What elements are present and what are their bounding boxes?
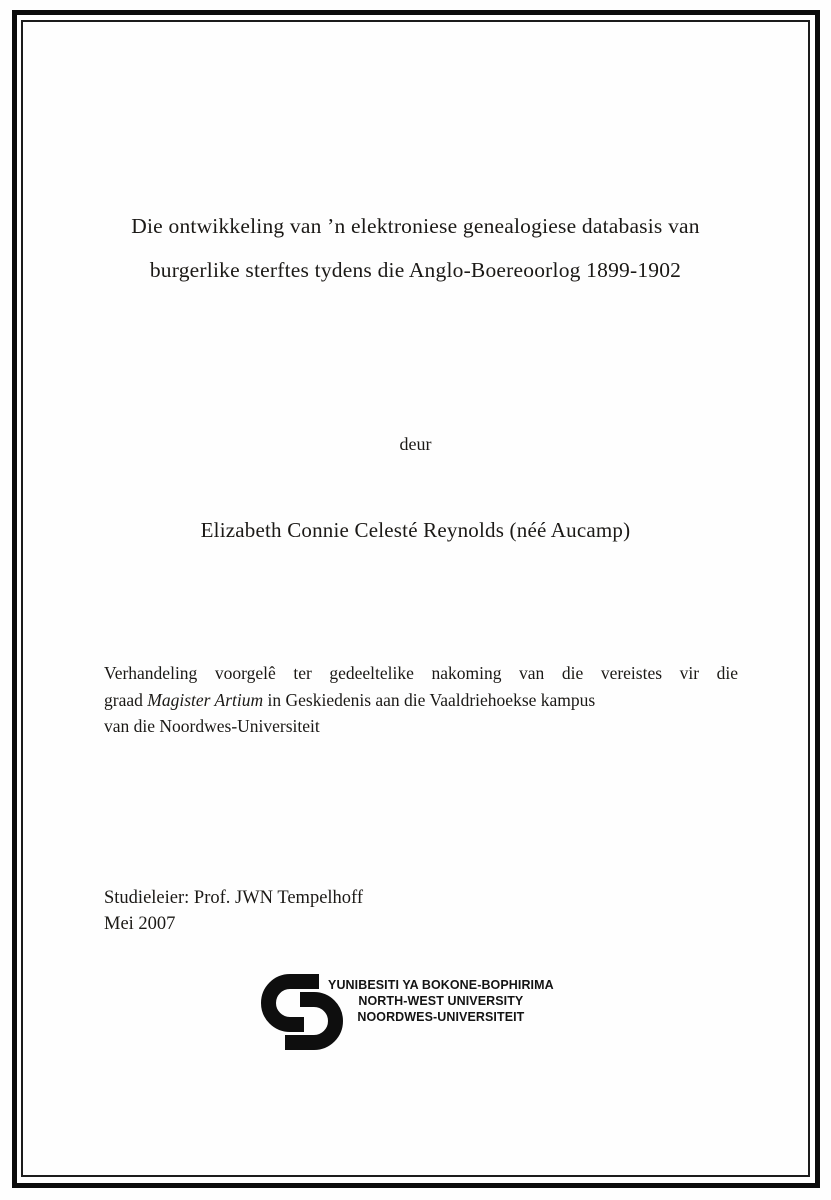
supervisor-line: Studieleier: Prof. JWN Tempelhoff xyxy=(104,888,364,908)
degree-statement xyxy=(104,660,738,740)
statement-line-2-suffix: in Geskiedenis aan die Vaaldriehoekse kampus xyxy=(263,689,596,710)
statement-line-2 xyxy=(104,687,738,714)
statement-line-3: van die Noordwes-Universiteit xyxy=(104,716,320,736)
logo-line-english: NORTH-WEST UNIVERSITY xyxy=(358,993,524,1008)
title-line-1: Die ontwikkeling van ’n elektroniese genealogiese databasis van xyxy=(131,214,700,238)
logo-line-setswana: YUNIBESITI YA BOKONE-BOPHIRIMA xyxy=(328,977,554,992)
statement-line-2-prefix: graad xyxy=(104,689,148,710)
university-logo-text xyxy=(318,977,564,1025)
author-name: Elizabeth Connie Celesté Reynolds (néé Aucamp) xyxy=(200,518,631,542)
supervisor-block xyxy=(104,886,363,937)
byline-deur: deur xyxy=(399,434,432,454)
date-line: Mei 2007 xyxy=(104,913,176,934)
university-logo xyxy=(256,971,586,1053)
logo-line-afrikaans: NOORDWES-UNIVERSITEIT xyxy=(357,1009,525,1024)
degree-name-italic: Magister Artium xyxy=(147,689,264,710)
title-line-2: burgerlike sterftes tydens die Anglo-Boereoorlog 1899-1902 xyxy=(149,258,682,282)
page-title xyxy=(60,204,771,292)
statement-line-1: Verhandeling voorgelê ter gedeeltelike nakoming van die vereistes vir die xyxy=(104,663,738,683)
